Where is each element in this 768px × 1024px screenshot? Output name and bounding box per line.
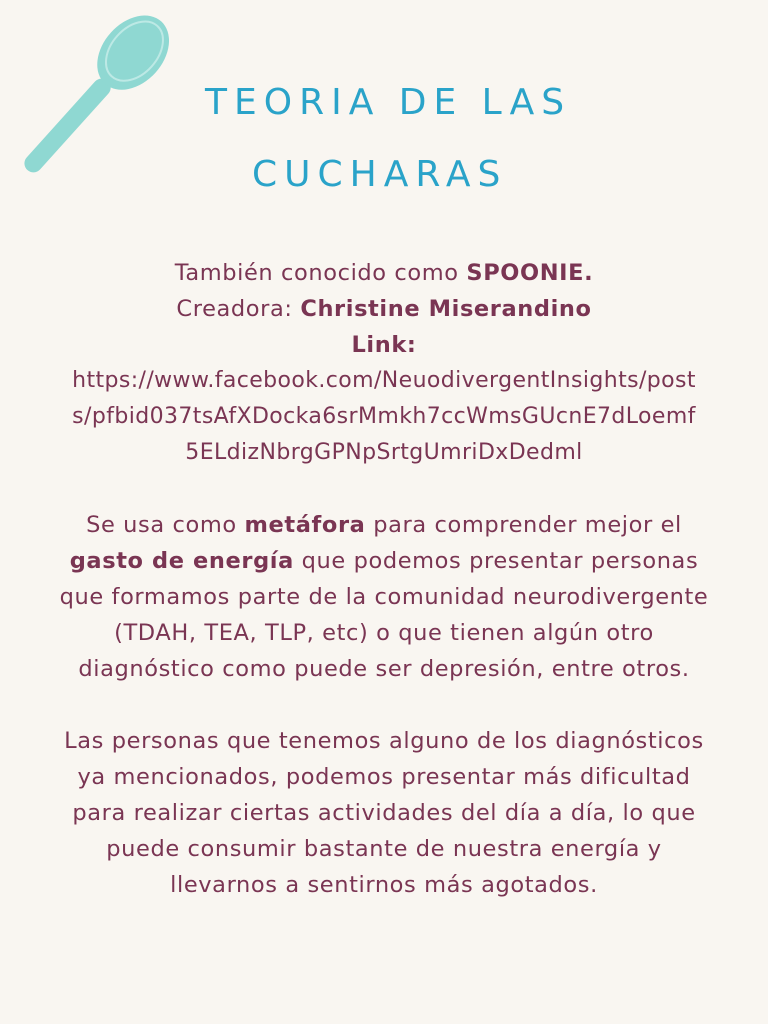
creator-name: Christine Miserandino — [300, 296, 592, 322]
url-line-3[interactable]: 5ELdizNbrgGPNpSrtgUmriDxDedml — [185, 440, 583, 465]
title-line-2: CUCHARAS — [252, 154, 508, 195]
link-label — [0, 327, 768, 363]
p2-line-4: puede consumir bastante de nuestra energía y — [106, 836, 662, 862]
p2-line-5: llevarnos a sentirnos más agotados. — [170, 872, 598, 898]
p1-line-4: (TDAH, TEA, TLP, etc) o que tienen algún otro — [114, 620, 654, 646]
p1-text-3: que podemos presentar personas — [293, 548, 699, 574]
content — [0, 255, 768, 903]
p2-line-2: ya mencionados, podemos presentar más dificultad — [77, 764, 691, 790]
spoon-icon — [0, 0, 190, 190]
paragraph-metaphor — [0, 507, 768, 687]
url-line-2[interactable]: s/pfbid037tsAfXDocka6srMmkh7ccWmsGUcnE7dLoemf — [72, 404, 696, 429]
creator-line — [0, 291, 768, 327]
url-line-1[interactable]: https://www.facebook.com/NeuodivergentInsights/post — [72, 368, 696, 393]
p1-line-5: diagnóstico como puede ser depresión, entre otros. — [78, 656, 690, 682]
p2-line-3: para realizar ciertas actividades del día a día, lo que — [72, 800, 696, 826]
p1-bold-2: gasto de energía — [69, 548, 294, 574]
known-as-term: SPOONIE. — [466, 260, 594, 286]
p1-text-1: Se usa como — [86, 512, 245, 538]
p1-text-2: para comprender mejor el — [365, 512, 682, 538]
p1-bold-1: metáfora — [244, 512, 366, 538]
paragraph-difficulty — [0, 723, 768, 903]
source-link[interactable] — [0, 363, 768, 471]
title-line-1: TEORIA DE LAS — [205, 82, 572, 123]
known-as-prefix: También conocido como — [174, 260, 467, 286]
known-as-line — [0, 255, 768, 291]
p2-line-1: Las personas que tenemos alguno de los diagnósticos — [64, 728, 704, 754]
p1-line-3: que formamos parte de la comunidad neurodivergente — [59, 584, 709, 610]
link-label-text: Link: — [351, 332, 417, 358]
creator-prefix: Creadora: — [176, 296, 301, 322]
